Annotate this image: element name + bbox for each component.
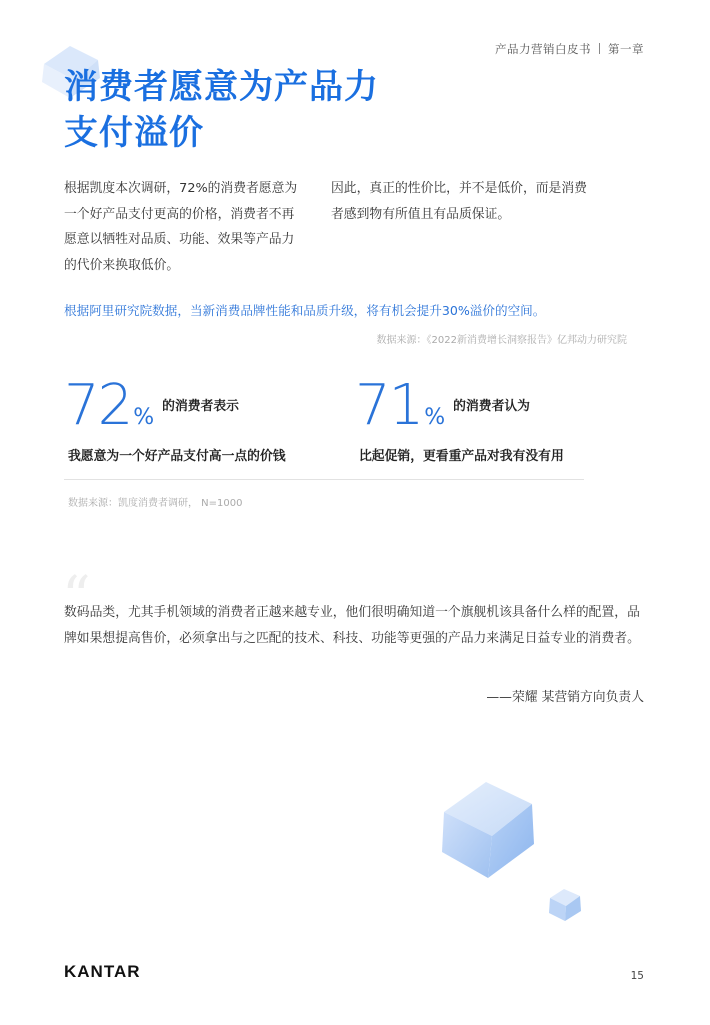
- quote-text: 数码品类，尤其手机领域的消费者正越来越专业，他们很明确知道一个旗舰机该具备什么样的配置，品牌如果想提高售价，必须拿出与之匹配的技术、科技、功能等更强的产品力来满足日益专业的消费者。: [64, 605, 640, 646]
- stat-tag: 的消费者认为: [453, 399, 530, 414]
- quote-mark-icon: “: [62, 565, 91, 630]
- stat-value: 72: [64, 373, 132, 438]
- page-number: 15: [630, 970, 644, 982]
- decorative-cube-icon: [438, 778, 538, 882]
- highlight-sentence: 根据阿里研究院数据，当新消费品牌性能和品质升级，将有机会提升30%溢价的空间。: [64, 303, 546, 318]
- page-title-line-2: 支付溢价: [64, 113, 204, 153]
- header-doc-title: 产品力营销白皮书: [495, 42, 591, 56]
- header-chapter: 第一章: [608, 42, 644, 56]
- stat-unit: %: [133, 405, 155, 430]
- stat-tag: 的消费者表示: [162, 399, 239, 414]
- stat-statement-1: 我愿意为一个好产品支付高一点的价钱: [68, 449, 286, 464]
- survey-source-note: 数据来源：凯度消费者调研， N=1000: [68, 498, 243, 509]
- stat-block-1: [64, 373, 239, 438]
- body-paragraph-1: 根据凯度本次调研，72%的消费者愿意为一个好产品支付更高的价格，消费者不再愿意以牺牲对品质、功能、效果等产品力的代价来换取低价。: [64, 181, 298, 273]
- page-title: [64, 64, 379, 156]
- divider: [64, 479, 584, 480]
- running-header: [495, 41, 644, 57]
- decorative-cube-icon: [548, 887, 582, 923]
- stat-statement-2: 比起促销，更看重产品对我有没有用: [359, 449, 564, 464]
- stat-block-2: [355, 373, 530, 438]
- header-separator: [599, 43, 600, 54]
- stat-unit: %: [424, 405, 446, 430]
- body-paragraph-2: 因此，真正的性价比，并不是低价，而是消费者感到物有所值且有品质保证。: [331, 181, 587, 222]
- quote-attribution: ——荣耀 某营销方向负责人: [486, 690, 644, 705]
- stat-value: 71: [355, 373, 423, 438]
- page-title-line-1: 消费者愿意为产品力: [64, 67, 379, 107]
- data-source-note: 数据来源：《2022新消费增长洞察报告》亿邦动力研究院: [376, 335, 627, 346]
- kantar-logo: KANTAR: [64, 962, 141, 981]
